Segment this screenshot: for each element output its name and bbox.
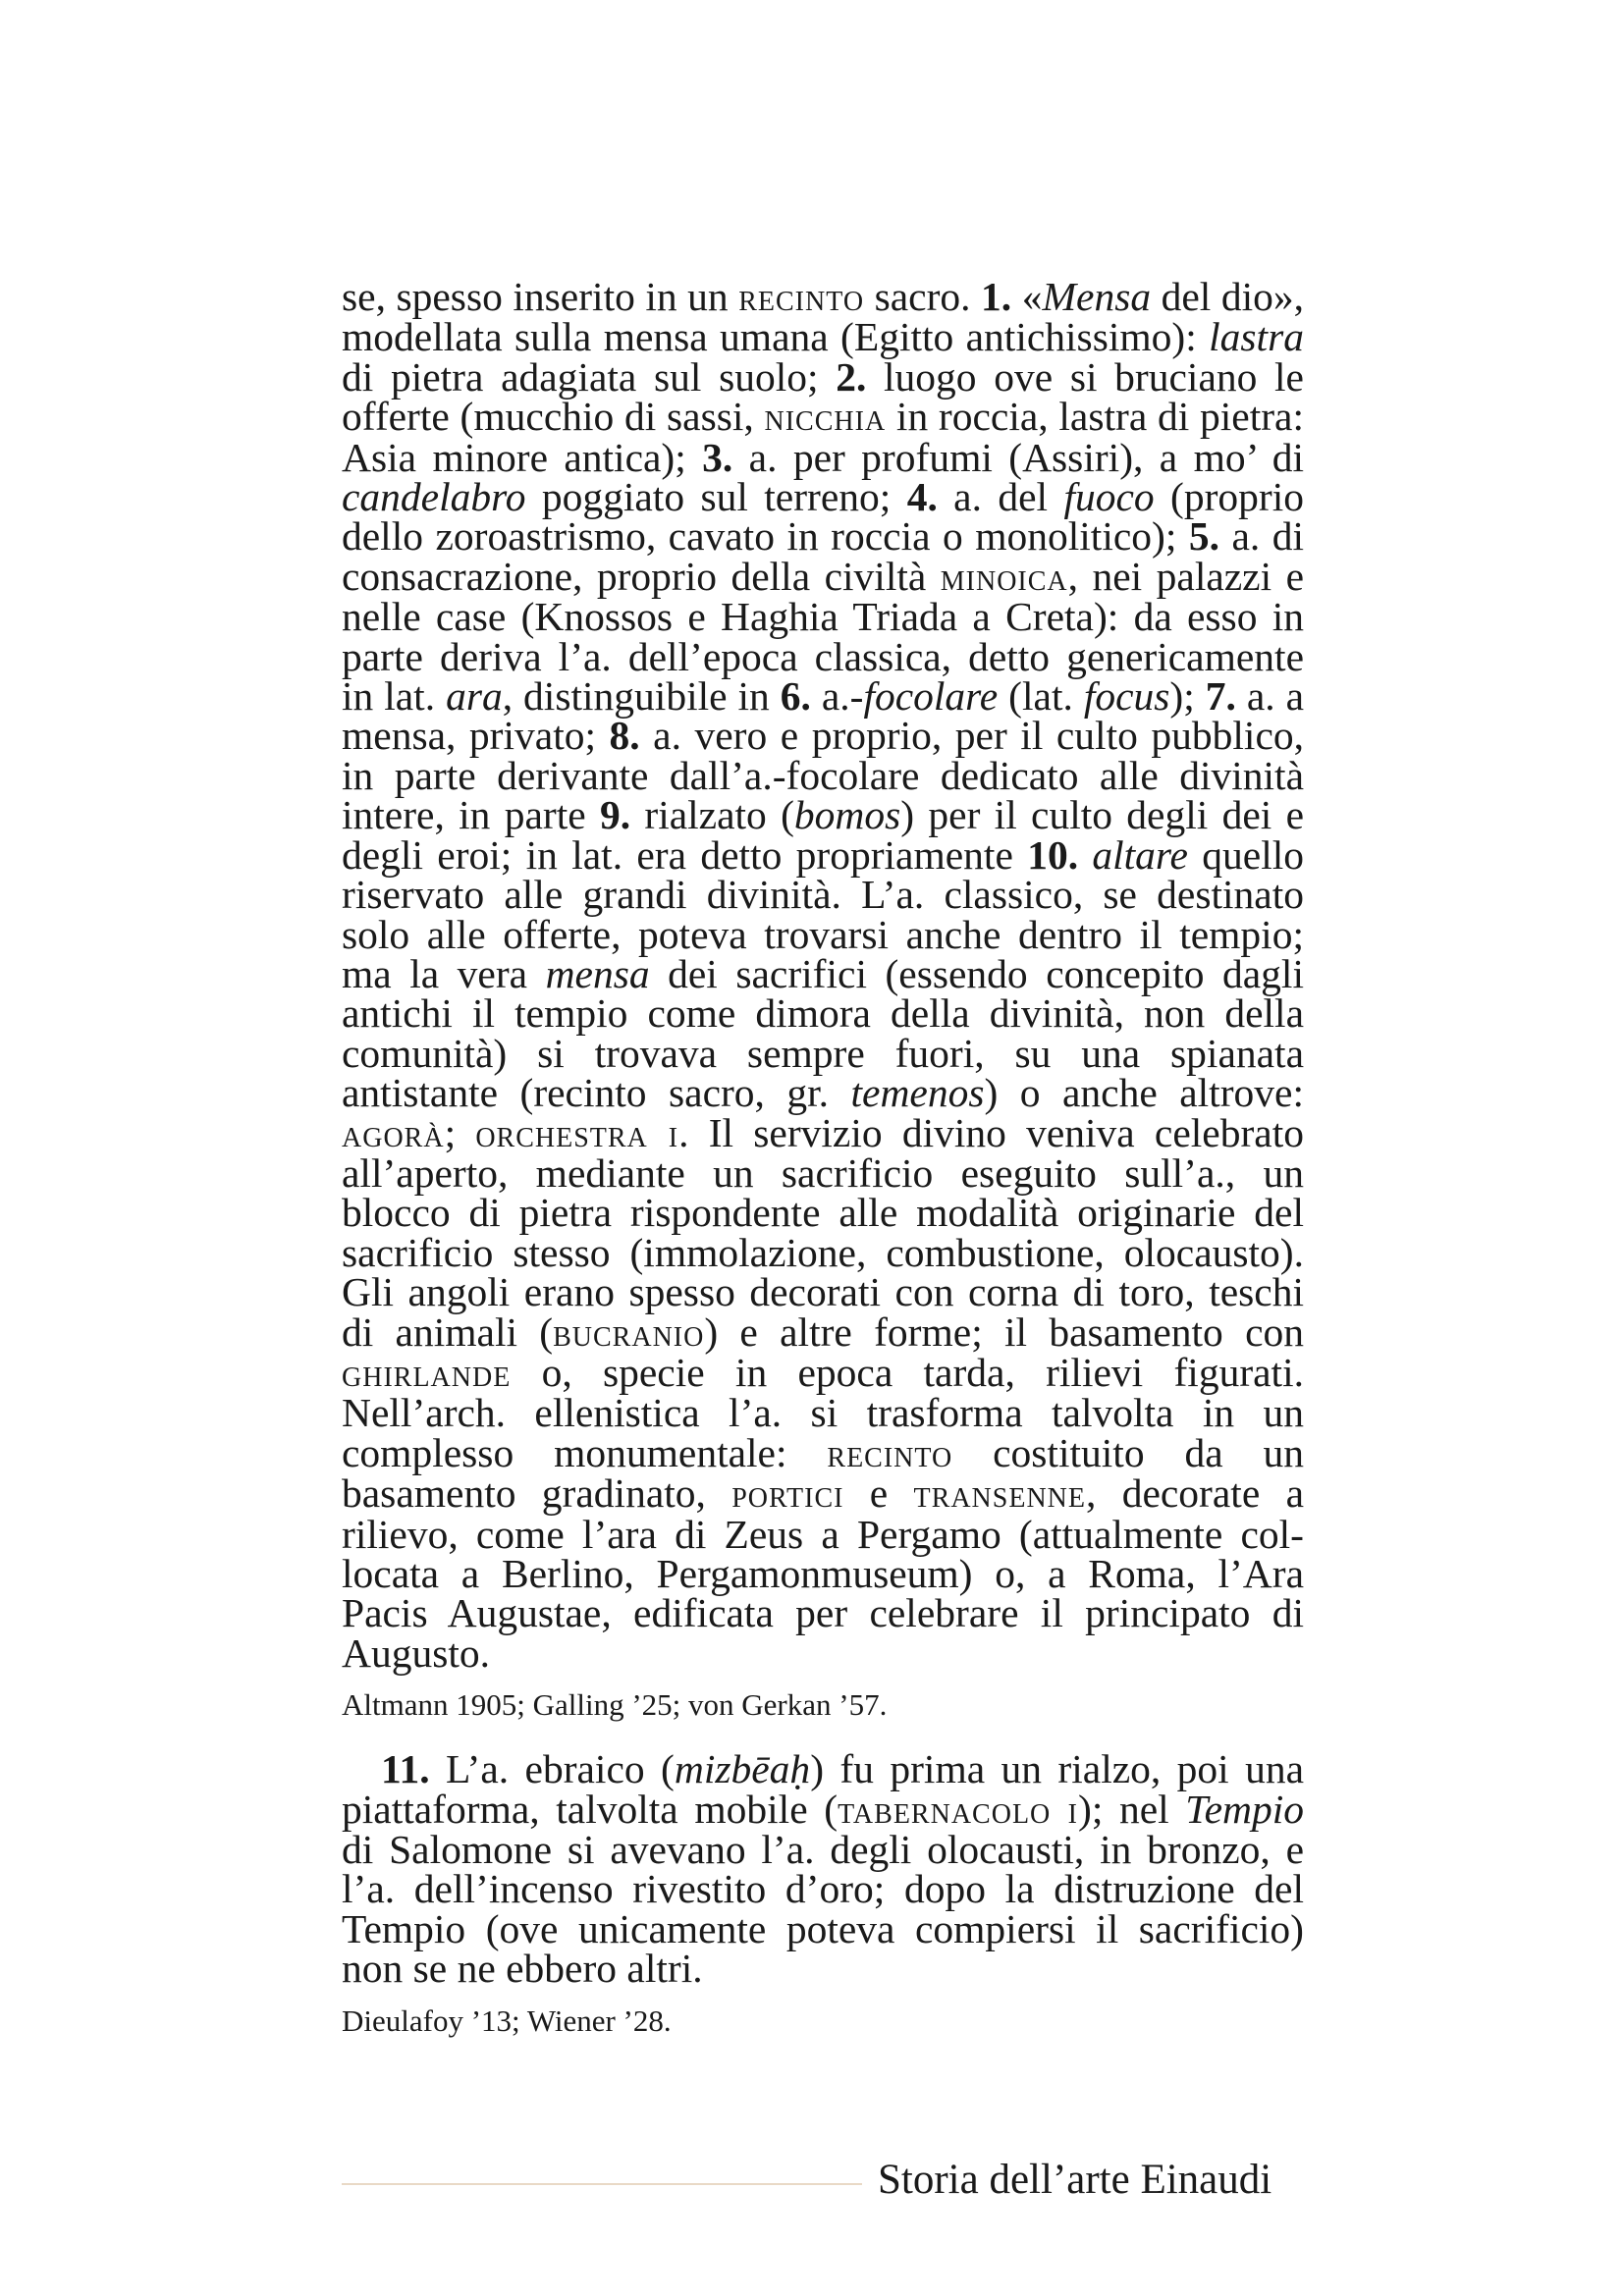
text-fragment: ) e altre forme; il basamento con bbox=[704, 1308, 1304, 1355]
section-number: 1. bbox=[981, 274, 1012, 319]
section-number: 5. bbox=[1188, 513, 1219, 560]
section-number: 6. bbox=[780, 673, 811, 720]
text-fragment: a. a mensa, privato; bbox=[342, 673, 1304, 759]
text-fragment: quello riservato alle grandi divinità. L’a. classico, se destinato solo alle offerte, poteva trovarsi anche dentro il tempio; ma la vera bbox=[342, 831, 1305, 996]
entry-paragraph-2 bbox=[342, 1746, 1305, 1992]
text-fragment: a.- bbox=[810, 673, 864, 720]
text-fragment: in roccia, lastra di pietra: Asia minore antica); bbox=[342, 394, 1304, 480]
footer-rule bbox=[342, 2183, 862, 2185]
italic-term: temenos bbox=[850, 1070, 985, 1116]
italic-term: mizbēaḥ bbox=[674, 1746, 811, 1792]
italic-term: altare bbox=[1092, 831, 1188, 878]
italic-term: ara bbox=[446, 673, 503, 720]
text-fragment: , nei palazzi e nelle case (Knossos e Haghia Triada a Creta): da esso in parte deriva l’a. dell’epoca classica, detto genericamente in lat. bbox=[342, 553, 1305, 720]
text-fragment: (proprio dello zoroastrismo, cavato in roccia o monolitico); bbox=[342, 474, 1305, 560]
cross-reference: tabernacolo i bbox=[838, 1787, 1078, 1832]
italic-term: focolare bbox=[863, 673, 999, 720]
text-fragment bbox=[1078, 832, 1092, 878]
cross-reference: agorà bbox=[342, 1110, 445, 1155]
italic-term: candelabro bbox=[342, 474, 526, 520]
text-fragment: a. del bbox=[937, 474, 1064, 520]
bibliography-2: Dieulafoy ’13; Wiener ’28. bbox=[342, 2002, 672, 2038]
text-fragment: luogo ove si bruciano le offerte (mucchio di sassi, bbox=[342, 353, 1304, 440]
text-fragment: del dio», modellata sulla mensa umana (Egitto antichissimo): bbox=[342, 274, 1305, 360]
text-fragment: , distinguibile in bbox=[502, 673, 781, 720]
text-fragment: di pietra adagiata sul suolo; bbox=[342, 353, 837, 400]
article-column bbox=[342, 274, 1305, 2040]
italic-term: focus bbox=[1083, 673, 1170, 720]
text-fragment: L’a. ebraico ( bbox=[429, 1746, 675, 1792]
text-fragment: a. vero e proprio, per il culto pubblico, in parte derivante dall’a.-focolare dedicato alle divinità intere, in parte bbox=[342, 713, 1304, 838]
bibliography-1: Altmann 1905; Galling ’25; von Gerkan ’57. bbox=[342, 1687, 888, 1723]
section-number: 3. bbox=[702, 434, 733, 480]
text-fragment: o, specie in epoca tarda, rilievi figurati. Nell’arch. ellenistica l’a. si trasforma talvolta in un complesso monumentale: bbox=[342, 1349, 1304, 1475]
text-fragment: ) fu prima un rialzo, poi una piattaforma, talvolta mobile ( bbox=[342, 1746, 1305, 1832]
cross-reference: bucranio bbox=[553, 1309, 705, 1355]
cross-reference: recinto bbox=[827, 1430, 953, 1475]
text-fragment: se, spesso inserito in un bbox=[342, 274, 739, 319]
entry-paragraph-1 bbox=[342, 274, 1305, 1676]
italic-term: bomos bbox=[793, 792, 901, 838]
cross-reference: nicchia bbox=[764, 395, 887, 440]
text-fragment: di Salomone si avevano l’a. degli olocausti, in bronzo, e l’a. dell’incenso rivestito d’oro; dopo la distruzione del Tempio (ove unicamente poteva compiersi il sacrificio) non se ne ebbero altri. bbox=[342, 1827, 1304, 1992]
cross-reference: recinto bbox=[738, 275, 865, 319]
section-number: 4. bbox=[906, 474, 938, 520]
text-fragment: sacro. bbox=[864, 274, 982, 319]
text-fragment: dei sacrifici (essendo concepito dagli antichi il tempio come dimora della divinità, non della comunità) si trovava sempre fuori, su una spianata antistante (recinto sacro, gr. bbox=[342, 950, 1304, 1116]
text-fragment: , decorate a rilievo, come l’ara di Zeus a Pergamo (attualmente collocata a Berlino, Pergamonmuseum) o, a Roma, l’Ara Pacis Augustae, edificata per celebrare il principato di Augusto. bbox=[342, 1470, 1304, 1676]
section-number: 11. bbox=[381, 1746, 430, 1792]
section-number: 8. bbox=[609, 713, 640, 759]
text-fragment: ; bbox=[444, 1109, 476, 1155]
cross-reference: minoica bbox=[940, 554, 1068, 599]
text-fragment: a. per profumi (Assiri), a mo’ di bbox=[732, 434, 1304, 480]
italic-term: lastra bbox=[1209, 314, 1304, 360]
text-fragment: « bbox=[1011, 274, 1043, 319]
text-fragment: costituito da un basamento gradinato, bbox=[342, 1429, 1305, 1517]
text-fragment: ) o anche altrove: bbox=[984, 1070, 1304, 1116]
italic-term: Mensa bbox=[1042, 274, 1152, 319]
section-number: 10. bbox=[1027, 831, 1079, 878]
text-fragment: a. di consacrazione, proprio della civiltà bbox=[342, 513, 1304, 599]
text-fragment: . Il servizio divino veniva celebrato all’aperto, mediante un sacrificio eseguito sull’a., un blocco di pietra rispondente alle modalità originarie del sacrificio stesso (immolazione, combustione, olocausto). Gli angoli erano spesso decorati con corna di toro, teschi di animali ( bbox=[342, 1109, 1304, 1355]
section-number: 9. bbox=[599, 792, 631, 838]
italic-term: fuoco bbox=[1063, 474, 1155, 520]
text-fragment: rialzato ( bbox=[630, 792, 794, 838]
text-fragment: ); nel bbox=[1078, 1786, 1186, 1832]
text-fragment: ) per il culto degli dei e degli eroi; in lat. era detto propriamente bbox=[342, 792, 1304, 878]
italic-term: Tempio bbox=[1185, 1786, 1304, 1832]
text-fragment: ); bbox=[1169, 673, 1206, 720]
cross-reference: ghirlande bbox=[342, 1350, 512, 1395]
cross-reference: transenne bbox=[913, 1471, 1086, 1517]
text-fragment: e bbox=[843, 1470, 914, 1517]
footer-title: Storia dell’arte Einaudi bbox=[878, 2157, 1272, 2203]
text-fragment: poggiato sul terreno; bbox=[525, 474, 907, 520]
italic-term: mensa bbox=[545, 950, 650, 996]
section-number: 7. bbox=[1205, 673, 1236, 720]
text-fragment: (lat. bbox=[998, 673, 1084, 720]
cross-reference: portici bbox=[731, 1471, 844, 1517]
section-number: 2. bbox=[836, 353, 867, 400]
cross-reference: orchestra i bbox=[475, 1110, 679, 1155]
